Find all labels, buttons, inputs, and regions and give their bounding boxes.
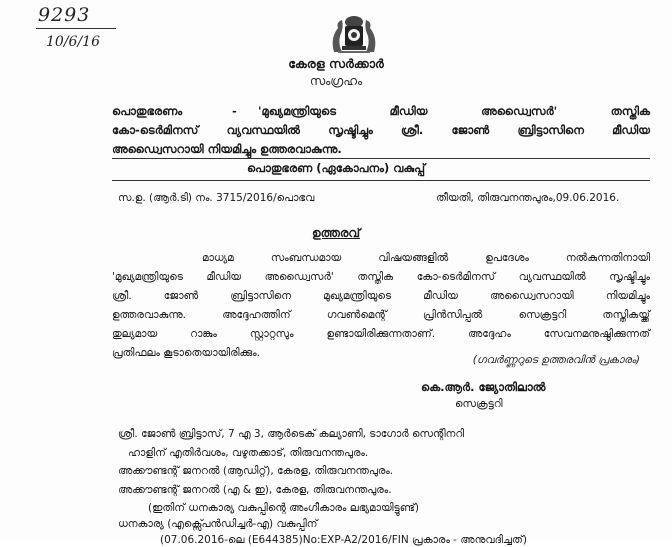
distribution-line-1: ശ്രീ. ജോൺ ബ്രിട്ടാസ്, 7 എ 3, ആർടെക് കല്യാണി, ടാഗോർ സെന്റിനറി [118,428,465,440]
order-title: ഉത്തരവ് [311,226,361,240]
distribution-line-7: (07.06.2016-ലെ (E644385)No:EXP-A2/2016/FIN പ്രകാരം - അനുവദിച്ചത്) [160,534,527,546]
abstract-label: സംഗ്രഹം [309,74,363,88]
distribution-line-3: അക്കൗണ്ടന്റ് ജനറൽ (ആഡിറ്റ്), കേരള, തിരുവനന്തപുരം. [118,465,394,477]
subject-label: പൊതുഭരണം [112,104,183,118]
handwritten-file-number: 9293 [38,4,91,26]
distribution-line-2: ഹാളിന് എതിർവശം, വഴുതക്കാട്, തിരുവനന്തപുരം. [128,447,369,459]
divider-bottom [112,180,650,181]
order-body-line-2: 'മുഖ്യമന്ത്രിയുടെ മീഡിയ അഡ്വൈസർ' തസ്തിക കോ-ടെർമിനസ് വ്യവസ്ഥയിൽ സൃഷ്ടിച്ചും [112,271,650,283]
divider-top [112,158,650,159]
handwritten-date: 10/6/16 [46,34,100,50]
department-heading: പൊതുഭരണ (ഏകോപനം) വകുപ്പ് [246,161,426,175]
order-body-line-5: തുല്യമായ റാങ്കും സ്റ്റാറ്റസും ഉണ്ടായിരിക്കുന്നതാണ്. അദ്ദേഹം സേവനമനുഷ്ഠിക്കുന്നത് [112,328,650,340]
order-body-line-6: പ്രതിഫലം കൂടാതെയായിരിക്കും. [112,347,260,359]
subject-line-2: കോ-ടെർമിനസ് വ്യവസ്ഥയിൽ സൃഷ്ടിച്ചും ശ്രീ. ജോൺ ബ്രിട്ടാസിനെ മീഡിയ [112,123,650,137]
order-body-line-1: മാധ്യമ സംബന്ധമായ വിഷയങ്ങളിൽ ഉപദേശം നൽകുന്നതിനായി [202,252,650,264]
order-reference-number: സ.ഉ. (ആർ.ടി) നം. 3715/2016/പൊഭവ [118,192,315,204]
order-body-line-4: ഉത്തരവാകുന്നു. അദ്ദേഹത്തിന് ഗവൺമെന്റ് പ്രിൻസിപ്പൽ സെക്രട്ടറി തസ്തികയ്ക്ക് [112,309,650,321]
distribution-line-6: ധനകാര്യ (എക്സ്പെൻഡിച്ചർ-എ) വകുപ്പിന് [118,518,318,530]
subject-line-3: അഡ്വൈസറായി നിയമിച്ചും ഉത്തരവാകുന്നു. [112,142,342,156]
distribution-line-5: (ഇതിന് ധനകാര്യ വകുപ്പിന്റെ അംഗീകാരം ലഭ്യമായിട്ടുണ്ട്) [148,502,419,514]
distribution-line-4: അക്കൗണ്ടന്റ് ജനറൽ (എ & ഇ), കേരള, തിരുവനന്തപുരം. [118,484,392,496]
signatory-name: കെ.ആർ. ജ്യോതിലാൽ [421,380,546,394]
kerala-state-emblem-icon [328,8,380,56]
subject-dash: - [232,104,237,118]
order-date-place: തീയതി, തിരുവനന്തപുരം,09.06.2016. [436,192,620,204]
government-heading: കേരള സർക്കാർ [288,56,384,71]
subject-line-1: 'മുഖ്യമന്ത്രിയുടെ മീഡിയ അഡ്വൈസർ' തസ്തിക [258,104,650,118]
order-body-line-3: ശ്രീ. ജോൺ ബ്രിട്ടാസിനെ മുഖ്യമന്ത്രിയുടെ മീഡിയ അഡ്വൈസറായി നിയമിച്ചും [112,290,650,302]
by-order-of-governor: (ഗവർണ്ണറുടെ ഉത്തരവിൻ പ്രകാരം) [472,354,640,366]
handwritten-underline [36,28,116,29]
signatory-designation: സെക്രട്ടറി [455,398,503,410]
